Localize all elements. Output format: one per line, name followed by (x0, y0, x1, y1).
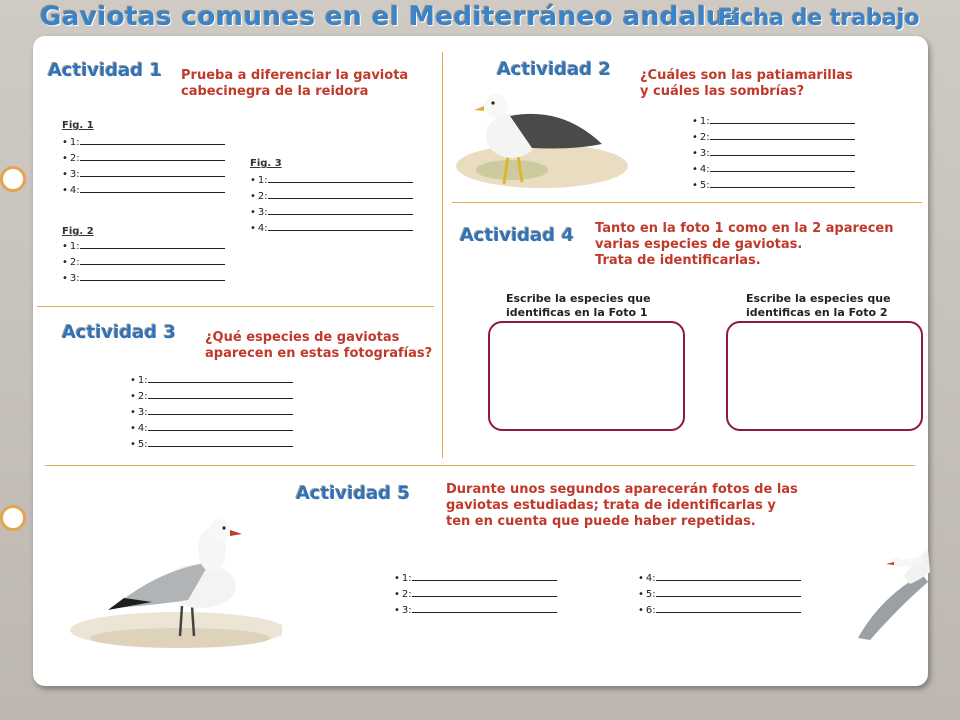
fig-2-answers (62, 238, 225, 286)
answer-line (62, 182, 225, 198)
audouins-gull-image (60, 490, 282, 650)
prompt-line: gaviotas estudiadas; trata de identificarlas y (446, 498, 776, 513)
foto-2-label: Foto 2 (848, 306, 888, 319)
actividad-4-title: Actividad 4 (460, 225, 574, 246)
answer-blank[interactable] (710, 177, 855, 188)
answer-line (130, 372, 293, 388)
answer-line (394, 602, 557, 618)
answer-number: 2: (137, 391, 148, 402)
foto-2-answer-box[interactable] (726, 321, 923, 431)
answer-line (638, 586, 801, 602)
answer-number: 1: (401, 573, 412, 584)
foto-1-answer-box[interactable] (488, 321, 685, 431)
answer-blank[interactable] (710, 113, 855, 124)
answer-number: 3: (69, 273, 80, 284)
answer-blank[interactable] (412, 570, 557, 581)
actividad-1-prompt (181, 68, 408, 100)
answer-number: 5: (645, 589, 656, 600)
yellow-legged-gull-image (452, 84, 628, 192)
actividad-2-prompt (640, 68, 853, 100)
answer-number: 4: (645, 573, 656, 584)
answer-number: 1: (137, 375, 148, 386)
divider-left (37, 306, 434, 307)
answer-blank[interactable] (656, 602, 801, 613)
answer-blank[interactable] (656, 586, 801, 597)
answer-blank[interactable] (710, 145, 855, 156)
answer-number: 3: (69, 169, 80, 180)
answer-line (62, 254, 225, 270)
answer-blank[interactable] (148, 388, 293, 399)
answer-blank[interactable] (412, 602, 557, 613)
answer-line (692, 113, 855, 129)
answer-number: 2: (69, 153, 80, 164)
answer-blank[interactable] (148, 372, 293, 383)
answer-number: 4: (257, 223, 268, 234)
answer-blank[interactable] (80, 150, 225, 161)
answer-blank[interactable] (80, 166, 225, 177)
answer-number: 4: (69, 185, 80, 196)
prompt-line: cabecinegra de la reidora (181, 84, 369, 99)
vertical-divider (442, 52, 443, 458)
answer-blank[interactable] (80, 182, 225, 193)
answer-number: 3: (699, 148, 710, 159)
answer-blank[interactable] (148, 436, 293, 447)
answer-number: 2: (699, 132, 710, 143)
answer-blank[interactable] (80, 134, 225, 145)
answer-line (62, 134, 225, 150)
page-subtitle: Ficha de trabajo (718, 6, 920, 31)
fig-3-label: Fig. 3 (250, 158, 282, 169)
prompt-line: Trata de identificarlas. (595, 253, 761, 268)
answer-number: 4: (699, 164, 710, 175)
answer-line (250, 188, 413, 204)
actividad-3-prompt (205, 330, 432, 362)
actividad-1-title: Actividad 1 (48, 60, 162, 81)
instruction-line (746, 306, 906, 320)
fig-2-label: Fig. 2 (62, 226, 94, 237)
actividad-5-prompt (446, 482, 798, 530)
fig-1-label: Fig. 1 (62, 120, 94, 131)
instruction-text: identificas en la (746, 306, 849, 319)
answer-number: 5: (699, 180, 710, 191)
answer-number: 1: (699, 116, 710, 127)
prompt-line: Tanto en la foto 1 como en la 2 aparecen (595, 221, 894, 236)
answer-number: 3: (137, 407, 148, 418)
foto-2-instruction (746, 292, 906, 320)
prompt-line: Durante unos segundos aparecerán fotos de las (446, 482, 798, 497)
prompt-line: ten en cuenta que puede haber repetidas. (446, 514, 756, 529)
answer-number: 3: (401, 605, 412, 616)
instruction-line: Escribe la especies que (506, 292, 651, 305)
answer-line (62, 238, 225, 254)
prompt-line: aparecen en estas fotografías? (205, 346, 433, 361)
answer-line (692, 177, 855, 193)
answer-line (692, 129, 855, 145)
answer-number: 2: (69, 257, 80, 268)
prompt-line: Prueba a diferenciar la gaviota (181, 68, 409, 83)
answer-line (130, 420, 293, 436)
answer-line (130, 404, 293, 420)
answer-number: 1: (257, 175, 268, 186)
answer-line (638, 570, 801, 586)
page-title: Gaviotas comunes en el Mediterráneo andaluz (40, 2, 742, 32)
answer-blank[interactable] (80, 254, 225, 265)
divider-right (452, 202, 922, 203)
actividad-3-title: Actividad 3 (62, 322, 176, 343)
actividad-5-answers-right (638, 570, 801, 618)
prompt-line: y cuáles las sombrías? (640, 84, 805, 99)
instruction-line (506, 306, 666, 320)
answer-line (62, 150, 225, 166)
answer-blank[interactable] (656, 570, 801, 581)
answer-line (394, 586, 557, 602)
answer-number: 4: (137, 423, 148, 434)
answer-blank[interactable] (710, 129, 855, 140)
answer-blank[interactable] (268, 172, 413, 183)
instruction-text: identificas en la (506, 306, 609, 319)
answer-blank[interactable] (710, 161, 855, 172)
foto-1-instruction (506, 292, 666, 320)
actividad-2-title: Actividad 2 (497, 59, 611, 80)
answer-number: 1: (69, 241, 80, 252)
flying-gull-image (850, 536, 930, 640)
answer-blank[interactable] (268, 204, 413, 215)
answer-line (692, 145, 855, 161)
answer-blank[interactable] (148, 404, 293, 415)
instruction-line: Escribe la especies que (746, 292, 891, 305)
answer-line (250, 220, 413, 236)
actividad-2-answers (692, 113, 855, 193)
answer-number: 1: (69, 137, 80, 148)
answer-number: 6: (645, 605, 656, 616)
answer-number: 5: (137, 439, 148, 450)
answer-line (692, 161, 855, 177)
answer-number: 2: (257, 191, 268, 202)
divider-bottom (45, 465, 915, 466)
answer-line (62, 270, 225, 286)
actividad-4-prompt (595, 221, 894, 269)
answer-blank[interactable] (412, 586, 557, 597)
prompt-line: ¿Qué especies de gaviotas (205, 330, 400, 345)
answer-number: 2: (401, 589, 412, 600)
answer-blank[interactable] (80, 270, 225, 281)
answer-line (638, 602, 801, 618)
answer-line (130, 388, 293, 404)
foto-1-label: Foto 1 (608, 306, 648, 319)
prompt-line: varias especies de gaviotas. (595, 237, 803, 252)
fig-3-answers (250, 172, 413, 236)
actividad-5-answers-left (394, 570, 557, 618)
answer-line (394, 570, 557, 586)
answer-line (250, 172, 413, 188)
fig-1-answers (62, 134, 225, 198)
actividad-5-title: Actividad 5 (296, 483, 410, 504)
binder-ring-top (0, 166, 26, 192)
actividad-3-answers (130, 372, 293, 452)
answer-blank[interactable] (148, 420, 293, 431)
binder-ring-bottom (0, 505, 26, 531)
answer-blank[interactable] (268, 220, 413, 231)
answer-line (250, 204, 413, 220)
answer-number: 3: (257, 207, 268, 218)
answer-line (62, 166, 225, 182)
answer-blank[interactable] (80, 238, 225, 249)
prompt-line: ¿Cuáles son las patiamarillas (640, 68, 853, 83)
answer-blank[interactable] (268, 188, 413, 199)
answer-line (130, 436, 293, 452)
